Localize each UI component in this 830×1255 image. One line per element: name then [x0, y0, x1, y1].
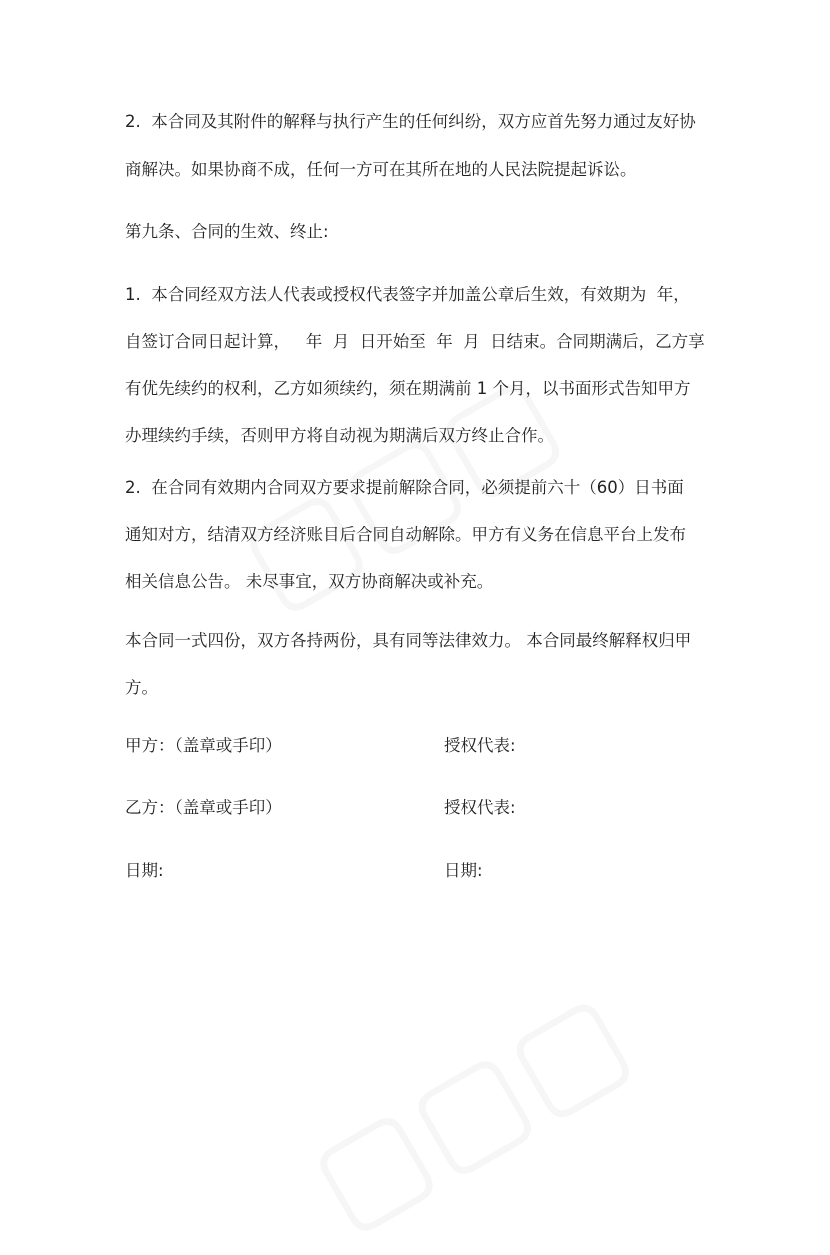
clause9-item1: [125, 281, 705, 449]
party-a-signature-label: 甲方：（盖章或手印）: [125, 736, 282, 755]
text-line: 有优先续约的权利，乙方如须续约，须在期满前 1 个月，以书面形式告知甲方: [125, 379, 691, 398]
clause9-heading: [125, 218, 705, 245]
date-label-left: 日期:: [125, 861, 164, 880]
text-line: 商解决。如果协商不成，任何一方可在其所在地的人民法院提起诉讼。: [125, 160, 637, 179]
section-heading: 第九条、合同的生效、终止:: [125, 222, 329, 241]
text-line: 本合同一式四份，双方各持两份，具有同等法律效力。 本合同最终解释权归甲: [125, 631, 692, 650]
text-line: 2. 在合同有效期内合同双方要求提前解除合同，必须提前六十（60）日书面: [125, 478, 684, 497]
party-a-representative-label: 授权代表:: [444, 736, 516, 755]
date-label-right: 日期:: [444, 861, 483, 880]
text-line: 1. 本合同经双方法人代表或授权代表签字并加盖公章后生效，有效期为 年，: [125, 285, 690, 304]
party-b-signature-label: 乙方：（盖章或手印）: [125, 798, 282, 817]
text-line: 自签订合同日起计算， 年 月 日开始至 年 月 日结束。合同期满后，乙方享: [125, 332, 705, 351]
text-line: 方。: [125, 678, 158, 697]
text-line: 通知对方，结清双方经济账目后合同自动解除。甲方有义务在信息平台上发布: [125, 525, 686, 544]
text-line: 办理续约手续，否则甲方将自动视为期满后双方终止合作。: [125, 426, 554, 445]
text-line: 相关信息公告。 未尽事宜，双方协商解决或补充。: [125, 572, 494, 591]
party-b-representative-label: 授权代表:: [444, 798, 516, 817]
clause9-item2: [125, 474, 705, 595]
copies-clause: [125, 627, 705, 701]
clause8-item2: [125, 108, 705, 183]
watermark: [288, 964, 652, 1254]
text-line: 2. 本合同及其附件的解释与执行产生的任何纠纷，双方应首先努力通过友好协: [125, 112, 696, 131]
